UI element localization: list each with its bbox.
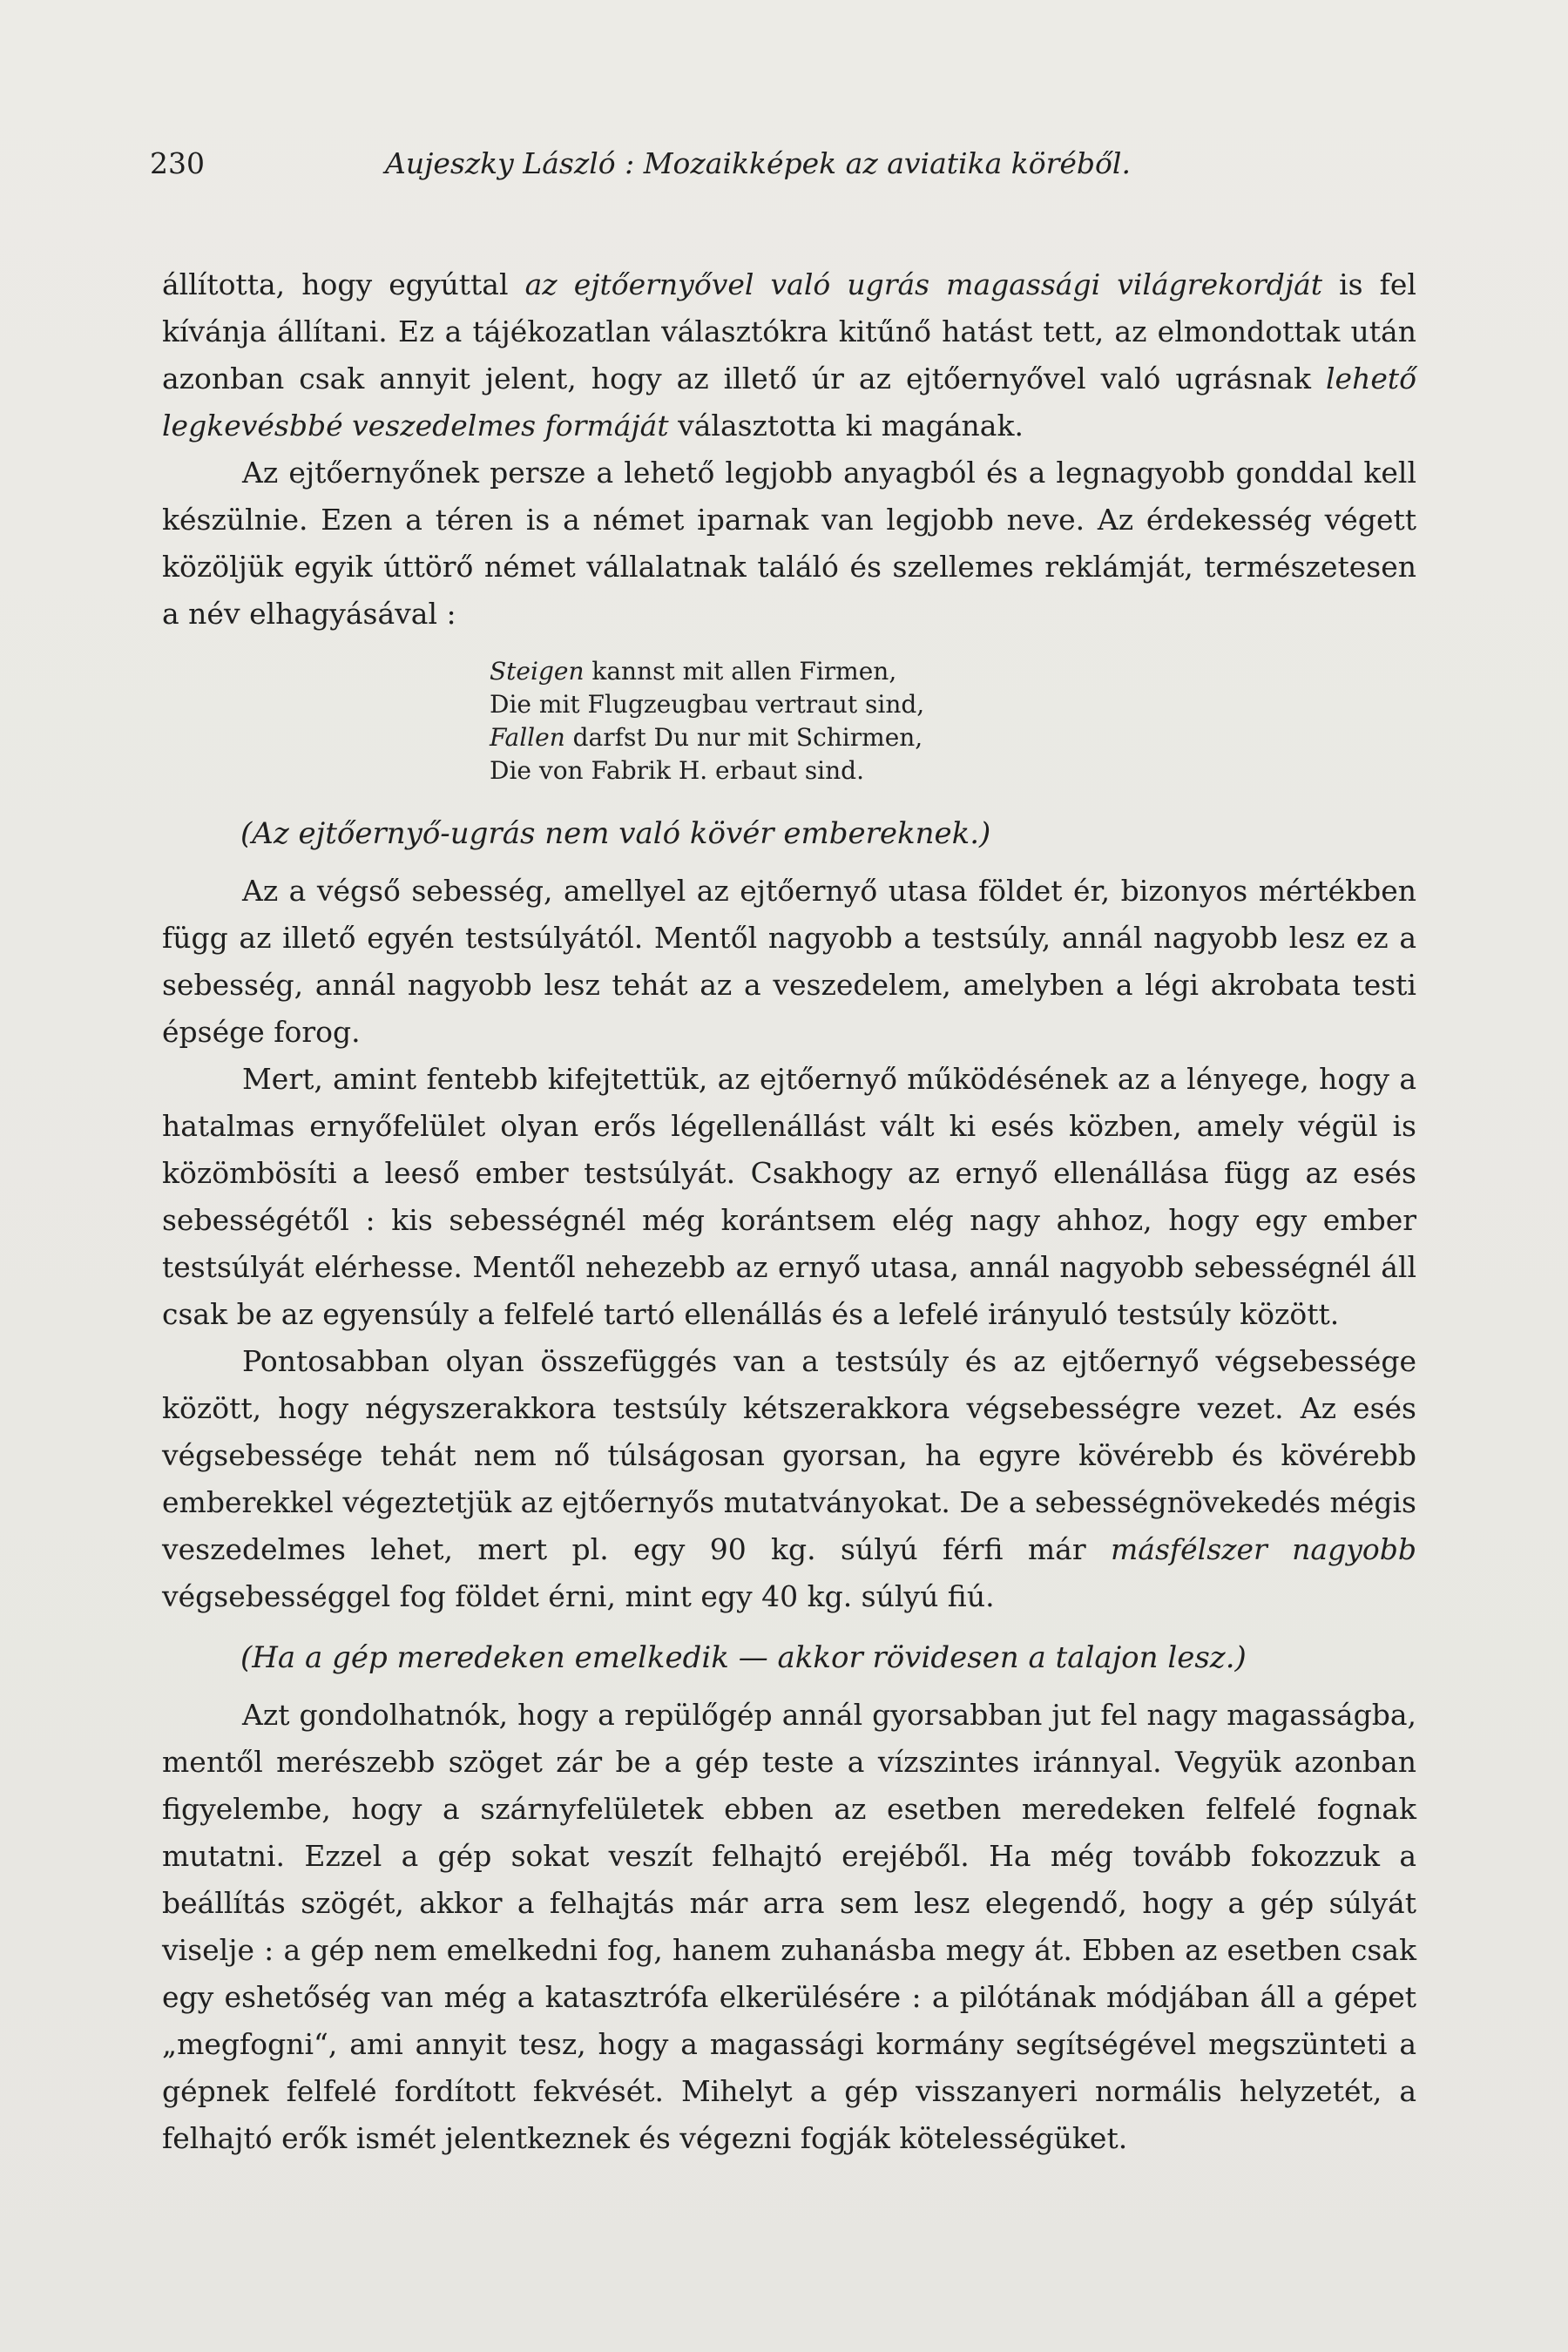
paragraph-5: [162, 1338, 1416, 1620]
poem-line-4: Die von Fabrik H. erbaut sind.: [490, 756, 864, 785]
paragraph-4: Mert, amint fentebb kifejtettük, az ejtőernyő működésének az a lényege, hogy a hatalmas ernyőfelület olyan erős légellenállást vált ki esés közben, amely végül is közömbösíti a leeső ember testsúlyát. Csakhogy az ernyő ellenállása függ az esés sebességétől : kis sebességnél még korántsem elég nagy ahhoz, hogy egy ember testsúlyát elérhesse. Mentől nehezebb az ernyő utasa, annál nagyobb sebességnél áll csak be az egyensúly a felfelé tartó ellenállás és a lefelé irányuló testsúly között.: [162, 1062, 1416, 1331]
poem-line-1-italic: Steigen: [490, 657, 585, 686]
advertisement-poem: [490, 655, 1416, 787]
poem-line-1: [490, 655, 1416, 688]
paragraph-5-emphasis: másfélszer nagyobb: [1111, 1532, 1416, 1566]
poem-line-3-rest: darfst Du nur mit Schirmen,: [564, 723, 923, 752]
paragraph-3: Az a végső sebesség, amellyel az ejtőernyő utasa földet ér, bizonyos mértékben függ az illető egyén testsúlyától. Mentől nagyobb a testsúly, annál nagyobb lesz ez a sebesség, annál nagyobb lesz tehát az a veszedelem, amelyben a légi akrobata testi épsége forog.: [162, 874, 1416, 1049]
paragraph-1-emphasis-b: lehető legkevésbbé veszedelmes formáját: [162, 362, 1416, 443]
running-title: Aujeszky László : Mozaikképek az aviatika köréből.: [385, 146, 1131, 180]
page-header: [150, 146, 1418, 185]
paragraph-1-text-a: állította, hogy egyúttal: [162, 267, 525, 301]
poem-line-1-rest: kannst mit allen Firmen,: [584, 657, 897, 686]
paragraph-6: Azt gondolhatnók, hogy a repülőgép annál gyorsabban jut fel nagy magasságba, mentől merészebb szöget zár be a gép teste a vízszintes iránnyal. Vegyük azonban figyelembe, hogy a szárnyfelületek ebben az esetben meredeken felfelé fognak mutatni. Ezzel a gép sokat veszít felhajtó erejéből. Ha még tovább fokozzuk a beállítás szögét, akkor a felhajtás már arra sem lesz elegendő, hogy a gép súlyát viselje : a gép nem emelkedni fog, hanem zuhanásba megy át. Ebben az esetben csak egy eshetőség van még a katasztrófa elkerülésére : a pilótának módjában áll a gépet „megfogni“, ami annyit tesz, hogy a magassági kormány segítségével megszünteti a gépnek felfelé fordított fekvését. Mihelyt a gép visszanyeri normális helyzetét, a felhajtó erők ismét jelentkeznek és végezni fogják kötelességüket.: [162, 1698, 1416, 2155]
paragraph-5-text-a: Pontosabban olyan összefüggés van a testsúly és az ejtőernyő végsebessége között, hogy négyszerakkora testsúly kétszerakkora végsebességre vezet. Az esés végsebessége tehát nem nő túlságosan gyorsan, ha egyre kövérebb és kövérebb emberekkel végeztetjük az ejtőernyős mutatványokat. De a sebességnövekedés mégis veszedelmes lehet, mert pl. egy 90 kg. súlyú férfi már: [162, 1344, 1416, 1566]
paragraph-1-text-c: választotta ki magának.: [668, 409, 1024, 443]
poem-line-2: Die mit Flugzeugbau vertraut sind,: [490, 690, 925, 719]
page-number: 230: [150, 146, 205, 180]
paragraph-2: Az ejtőernyőnek persze a lehető legjobb anyagból és a legnagyobb gonddal kell készülnie. Ezen a téren is a német iparnak van legjobb neve. Az érdekesség végett közöljük egyik úttörő német vállalatnak találó és szellemes reklámját, természetesen a név elhagyásával :: [162, 456, 1416, 631]
poem-line-3: [490, 721, 1416, 754]
paragraph-5-text-b: végsebességgel fog földet érni, mint egy 40 kg. súlyú fiú.: [162, 1579, 995, 1613]
body-text: [162, 261, 1416, 2162]
section-heading-1: (Az ejtőernyő-ugrás nem való kövér embereknek.): [240, 816, 991, 851]
paragraph-1: [162, 261, 1416, 449]
paragraph-1-emphasis-a: az ejtőernyővel való ugrás magassági világrekordját: [524, 267, 1323, 301]
poem-line-3-italic: Fallen: [490, 723, 565, 752]
section-heading-2: (Ha a gép meredeken emelkedik — akkor rövidesen a talajon lesz.): [240, 1640, 1247, 1675]
paragraph-1-text-b: is fel kívánja állítani. Ez a tájékozatlan választókra kitűnő hatást tett, az elmondottak után azonban csak annyit jelent, hogy az illető úr az ejtőernyővel való ugrásnak: [162, 267, 1416, 395]
